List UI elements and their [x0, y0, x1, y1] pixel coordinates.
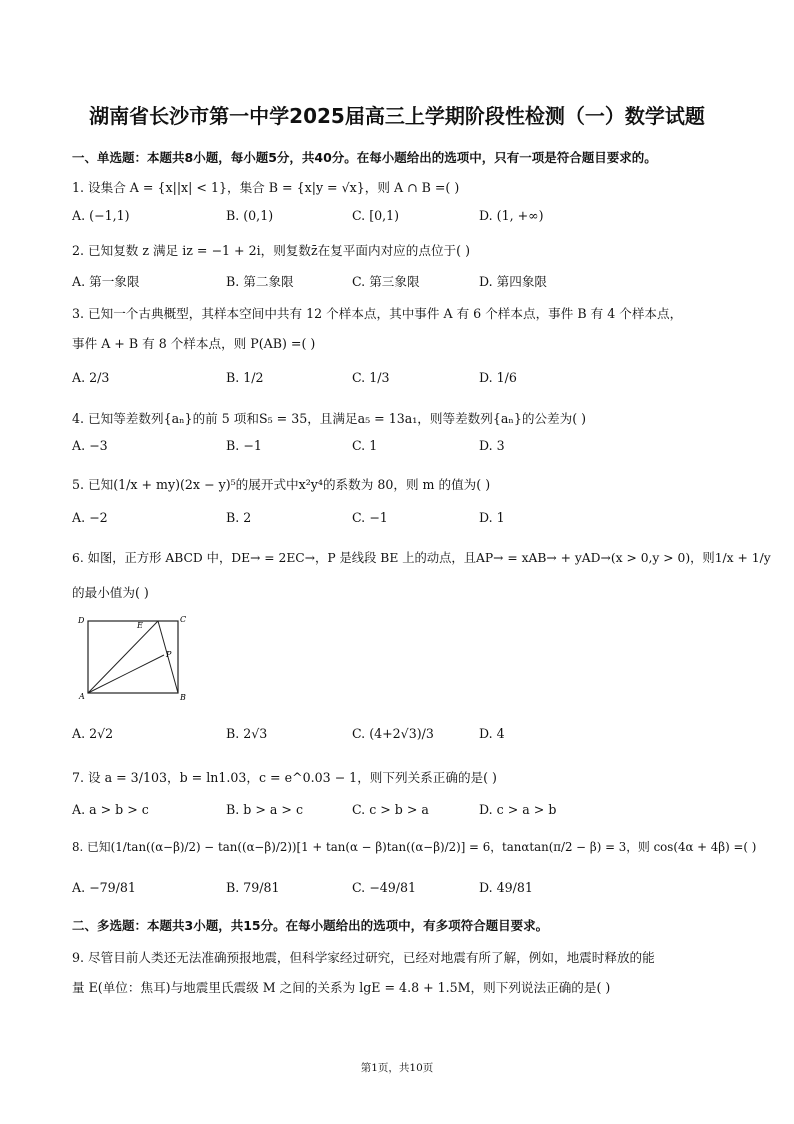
q1-option-d: D. (1, +∞)	[479, 208, 544, 223]
question-3-line-2: 事件 A + B 有 8 个样本点，则 P(AB) =( )	[72, 336, 316, 351]
q1-option-b: B. (0,1)	[226, 208, 274, 223]
q3-option-c: C. 1/3	[352, 370, 390, 385]
q1-option-c: C. [0,1)	[352, 208, 400, 223]
q2-option-a: A. 第一象限	[72, 274, 140, 289]
q2-option-d: D. 第四象限	[479, 274, 548, 289]
q5-option-c: C. −1	[352, 510, 388, 525]
question-6-line-1: 6. 如图，正方形 ABCD 中，DE→ = 2EC→，P 是线段 BE 上的动点，且AP→ = xAB→ + yAD→(x > 0,y > 0)，则1/x + 1/y	[72, 551, 771, 565]
q7-option-b: B. b > a > c	[226, 802, 304, 817]
q5-option-b: B. 2	[226, 510, 252, 525]
question-4: 4. 已知等差数列{aₙ}的前 5 项和S₅ = 35，且满足a₅ = 13a₁，则等差数列{aₙ}的公差为( )	[72, 411, 587, 426]
q5-option-a: A. −2	[72, 510, 108, 525]
q6-option-d: D. 4	[479, 726, 505, 741]
square-abcd-figure	[76, 612, 194, 702]
q2-option-b: B. 第二象限	[226, 274, 294, 289]
question-2: 2. 已知复数 z 满足 iz = −1 + 2i，则复数z̄在复平面内对应的点位于( )	[72, 243, 470, 258]
question-1: 1. 设集合 A = {x||x| < 1}，集合 B = {x|y = √x}，则 A ∩ B =( )	[72, 180, 460, 195]
q4-option-d: D. 3	[479, 438, 505, 453]
section-heading-multiple-choice: 二、多选题：本题共3小题，共15分。在每小题给出的选项中，有多项符合题目要求。	[72, 918, 549, 933]
q8-option-c: C. −49/81	[352, 880, 417, 895]
page-footer: 第1页，共10页	[360, 1062, 434, 1074]
q4-option-b: B. −1	[226, 438, 262, 453]
section-heading-single-choice: 一、单选题：本题共8小题，每小题5分，共40分。在每小题给出的选项中，只有一项是符合题目要求的。	[72, 150, 657, 165]
q3-option-d: D. 1/6	[479, 370, 517, 385]
question-9-line-2: 量 E(单位：焦耳)与地震里氏震级 M 之间的关系为 lgE = 4.8 + 1.5M，则下列说法正确的是( )	[72, 980, 611, 995]
q5-option-d: D. 1	[479, 510, 505, 525]
q4-option-c: C. 1	[352, 438, 378, 453]
q8-option-b: B. 79/81	[226, 880, 280, 895]
question-6-line-2: 的最小值为( )	[72, 585, 149, 600]
label-p: P	[166, 650, 172, 659]
q8-option-a: A. −79/81	[72, 880, 136, 895]
q3-option-b: B. 1/2	[226, 370, 264, 385]
label-e: E	[137, 621, 143, 630]
page-title: 湖南省长沙市第一中学2025届高三上学期阶段性检测（一）数学试题	[89, 104, 705, 128]
q7-option-a: A. a > b > c	[72, 802, 149, 817]
q4-option-a: A. −3	[72, 438, 108, 453]
q2-option-c: C. 第三象限	[352, 274, 420, 289]
label-a: A	[79, 692, 85, 701]
square-abcd	[88, 621, 178, 693]
q6-option-a: A. 2√2	[72, 726, 114, 741]
label-c: C	[180, 615, 187, 624]
label-d: D	[78, 616, 85, 625]
segment-ap	[88, 655, 164, 693]
question-3-line-1: 3. 已知一个古典概型，其样本空间中共有 12 个样本点，其中事件 A 有 6 个样本点，事件 B 有 4 个样本点，	[72, 306, 683, 321]
q8-option-d: D. 49/81	[479, 880, 533, 895]
question-7: 7. 设 a = 3/103，b = ln1.03，c = e^0.03 − 1，则下列关系正确的是( )	[72, 770, 497, 785]
q1-option-a: A. (−1,1)	[72, 208, 130, 223]
question-8: 8. 已知(1/tan((α−β)/2) − tan((α−β)/2))[1 + tan(α − β)tan((α−β)/2)] = 6，tanαtan(π/2 − β) = 3，则 cos(4α + 4β) =( )	[72, 840, 757, 854]
segment-ae	[88, 621, 158, 693]
q3-option-a: A. 2/3	[72, 370, 110, 385]
q7-option-c: C. c > b > a	[352, 802, 429, 817]
q6-option-b: B. 2√3	[226, 726, 268, 741]
question-9-line-1: 9. 尽管目前人类还无法准确预报地震，但科学家经过研究，已经对地震有所了解，例如，地震时释放的能	[72, 950, 655, 965]
label-b: B	[180, 693, 186, 702]
question-5: 5. 已知(1/x + my)(2x − y)⁵的展开式中x²y⁴的系数为 80，则 m 的值为( )	[72, 477, 491, 492]
q6-option-c: C. (4+2√3)/3	[352, 726, 434, 741]
q7-option-d: D. c > a > b	[479, 802, 557, 817]
